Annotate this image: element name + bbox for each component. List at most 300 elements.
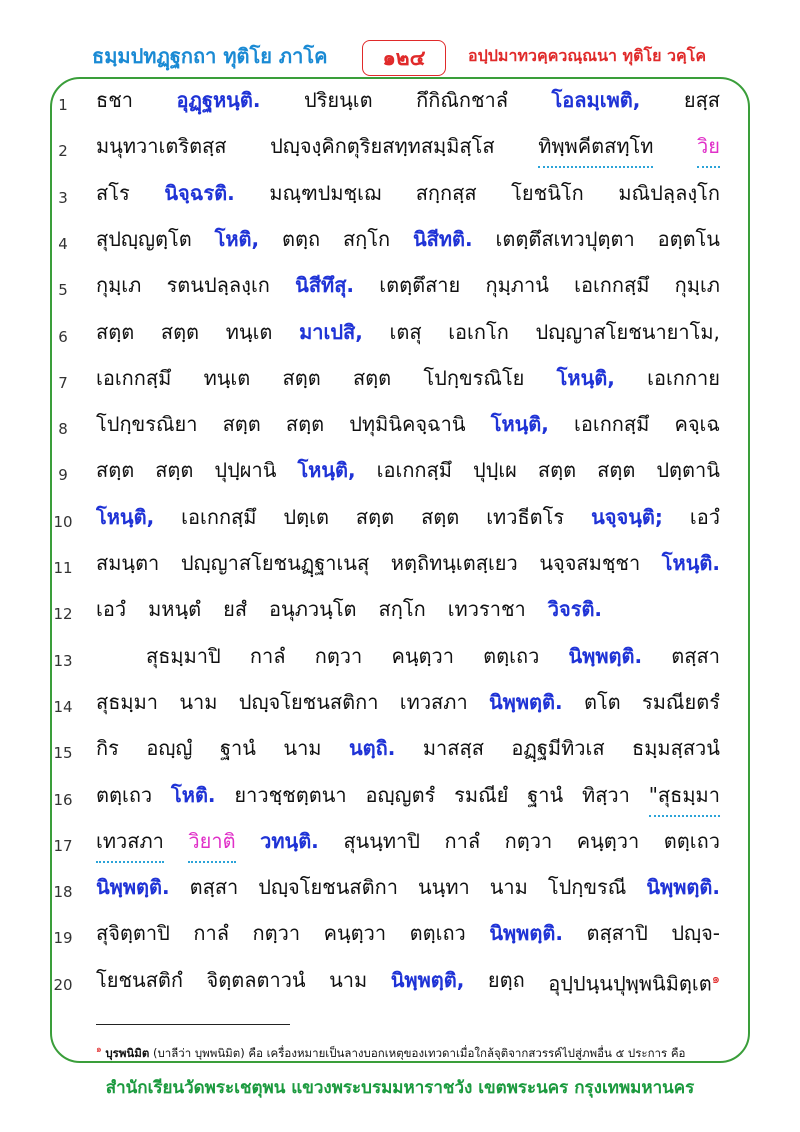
word-text: สุปญฺญตฺโต (96, 226, 192, 251)
word-text: ปญฺจงฺคิกตุริยสทฺทสมฺมิสฺโส (270, 134, 495, 159)
word-text: ฐานํ (219, 736, 256, 761)
word (538, 126, 653, 168)
word-text: อุฏฺฐหนฺติ. (176, 88, 261, 112)
word-text: กาลํ (193, 921, 229, 946)
word-text: นิพฺพตฺติ. (646, 875, 720, 900)
word-text: นิสีทติ. (412, 226, 473, 251)
word-text: เอเกกสฺมึ (574, 273, 650, 298)
word-text: คนฺตฺวา (576, 828, 640, 853)
word (161, 312, 199, 352)
page-footer: สำนักเรียนวัดพระเชตุพน แขวงพระบรมมหาราชวัง เขตพระนคร กรุงเทพมหานคร (105, 1078, 695, 1098)
word-text: เอเกโก (448, 319, 509, 344)
word-text: สตฺต (155, 458, 194, 483)
word-text: ปญฺญาสโยชนฏฺฐาเนสุ (180, 551, 370, 575)
word-text: โหนฺติ, (556, 365, 615, 390)
line-text (96, 173, 720, 213)
word-text: ตตฺเถว (663, 828, 720, 853)
footnote-text: (บาลีว่า บุพพนิมิต) คือ เครื่องหมายเป็นลางบอกเหตุของเทวดาเมื่อใกล้จุติจากสวรรค์ไปสู่ภพอื่น ๕ ประการ คือ (153, 1045, 686, 1060)
word (179, 682, 217, 722)
word (96, 913, 170, 953)
word-text: เทวสภา (96, 828, 164, 853)
footnote-divider (96, 1024, 290, 1025)
line-number: 12 (53, 605, 73, 624)
word-text: ทิสฺวา (582, 782, 630, 807)
word (496, 219, 635, 259)
text-line (0, 728, 800, 774)
word-text: ปตฺเต (283, 504, 329, 529)
word (356, 497, 394, 537)
word (448, 589, 526, 629)
line-number: 7 (58, 373, 68, 392)
text-line (0, 312, 800, 358)
line-text (96, 775, 720, 817)
word (485, 265, 548, 305)
word (489, 913, 563, 953)
word-text: กึกิณิกชาลํ (416, 88, 509, 112)
word (656, 450, 720, 490)
word (690, 497, 720, 537)
word (505, 821, 553, 863)
line-text (96, 404, 720, 444)
word (96, 497, 154, 537)
word-text: สโร (96, 180, 130, 205)
word-text: ปตฺตานิ (656, 458, 720, 483)
word-text: ยตฺถ (487, 967, 525, 992)
page-number: ๑๒๔ (382, 45, 426, 70)
word-text: มาเปสิ, (299, 319, 363, 344)
word-text: สตฺต (282, 365, 321, 390)
word (391, 960, 465, 1004)
word-text: นิพฺพตฺติ. (96, 875, 170, 900)
word (511, 728, 604, 768)
word (421, 497, 459, 537)
line-text (96, 821, 720, 863)
word-text: เอเกกสฺมึ (574, 412, 650, 437)
word (181, 497, 256, 537)
word-text: คนฺตฺวา (391, 643, 454, 668)
word (488, 960, 525, 1004)
word-text: คนฺตฺวา (323, 921, 387, 946)
word (574, 265, 649, 305)
word-text: เทวธีตโร (486, 504, 565, 529)
word (253, 913, 301, 953)
word-text: อญฺญตรํ (365, 782, 436, 807)
line-number: 1 (58, 96, 68, 114)
word-text: รตนปลฺลงฺเก (166, 273, 270, 298)
word-text: ทนฺเต (203, 365, 251, 390)
word-text: ยสฺส (683, 88, 720, 112)
word-text: วทนฺติ. (260, 828, 319, 853)
word (181, 543, 369, 583)
line-text (96, 450, 720, 490)
word (416, 173, 477, 213)
text-line (0, 821, 800, 867)
word-text: ทิพฺพคีตสทฺโท (538, 134, 654, 159)
word-text: โยชนิโก (511, 180, 584, 205)
word (448, 312, 509, 352)
word (215, 219, 260, 259)
word (473, 450, 517, 490)
word-text: มนุทวาเตริตสฺส (96, 134, 227, 159)
word-text: นจฺจนฺติ; (591, 504, 663, 529)
word-text: สตฺต (160, 319, 200, 344)
line-text (96, 497, 720, 537)
word (349, 728, 395, 768)
word-text: โยชนสติกํ (96, 967, 184, 992)
word-text: สุธมฺมาปิ (146, 643, 221, 668)
word (146, 728, 192, 768)
word-text: โหติ. (171, 782, 216, 807)
word-text: ธมฺมสฺสวนํ (632, 736, 720, 761)
word-text: ตตฺเถว (483, 643, 540, 668)
line-number: 4 (58, 234, 68, 253)
word (96, 265, 141, 305)
word-text: ปญฺญาสโยชนายาโม, (535, 319, 720, 344)
word-text: โหติ, (214, 226, 260, 251)
word (155, 450, 193, 490)
word-text: โหนฺติ, (96, 504, 155, 529)
word-text: วิจรติ. (547, 597, 603, 622)
word-text: กุมฺภานํ (485, 273, 549, 298)
word (96, 126, 226, 168)
word (315, 636, 363, 676)
footnote-term: บุรพนิมิต (105, 1045, 150, 1060)
word-text: โปกฺขรณิโย (423, 365, 525, 390)
word-text: จิตฺตลตาวนํ (206, 967, 306, 992)
footnote (96, 1042, 736, 1063)
word (548, 960, 720, 1004)
word (260, 821, 319, 863)
word (324, 913, 387, 953)
word-text: นาม (179, 689, 218, 714)
word (204, 358, 251, 398)
word-text: ปริยนฺเต (303, 88, 373, 112)
line-number: 11 (53, 559, 73, 577)
word (349, 404, 465, 444)
word-text: โปกฺขรณี (547, 875, 627, 900)
text-line (0, 80, 800, 126)
word (671, 636, 720, 676)
word-text: นนฺทา (417, 875, 470, 900)
word-text: สุจิตฺตาปิ (96, 921, 170, 946)
word (697, 126, 720, 168)
line-number: 14 (53, 697, 73, 716)
word-text: สุธมฺมา (96, 689, 159, 714)
text-line (0, 404, 800, 450)
word-text: ยสํ (223, 597, 248, 622)
word-text: มาสสฺส (422, 736, 484, 761)
word-text: ฐานํ (527, 782, 564, 807)
word (454, 775, 508, 817)
line-number: 6 (58, 327, 68, 346)
word (148, 589, 201, 629)
line-text (96, 126, 720, 168)
section-title: อปฺปมาทวคฺควณฺณนา ทุติโย วคฺโค (468, 46, 707, 65)
line-number: 17 (53, 836, 73, 855)
word (171, 775, 216, 817)
line-number: 20 (53, 975, 73, 994)
word (586, 913, 647, 953)
word-text: กตฺวา (252, 921, 301, 946)
word (489, 682, 563, 722)
line-number: 5 (58, 281, 68, 300)
line-number: 2 (58, 142, 68, 161)
word (491, 404, 549, 444)
word-text: วิย (697, 134, 720, 159)
word (646, 867, 720, 907)
word-text: ตตฺถ (281, 226, 321, 251)
word (188, 821, 235, 863)
word-text: สกฺโก (342, 226, 391, 251)
word (304, 80, 373, 120)
line-text (146, 636, 720, 676)
line-number: 9 (58, 466, 68, 485)
footnote-reference[interactable]: ๑ (711, 971, 720, 987)
word (223, 404, 261, 444)
word (647, 358, 720, 398)
word-text: สตฺต (537, 458, 577, 483)
word-text: โอลมฺเพติ, (551, 88, 641, 112)
word (96, 682, 158, 722)
word (675, 265, 720, 305)
text-line (0, 589, 800, 635)
word-text: วิยาติ (188, 828, 236, 853)
word-text: สมนฺตา (96, 551, 160, 575)
word (552, 80, 641, 120)
line-text (96, 728, 720, 768)
word-text: นิสีทึสุ. (295, 273, 355, 298)
word (250, 636, 286, 676)
word (193, 913, 229, 953)
line-text (96, 913, 720, 953)
page-number-box (362, 40, 446, 76)
word-text: นิพฺพตฺติ. (489, 921, 563, 946)
word-text: ตสฺสา (189, 875, 239, 900)
word (416, 80, 508, 120)
word-text: เอวํ (689, 504, 720, 529)
word (574, 404, 649, 444)
word-text: ตตฺเถว (409, 921, 466, 946)
word (536, 312, 720, 352)
word-text: เทวราชา (447, 597, 526, 622)
word (270, 126, 494, 168)
word-text: เอเกกสฺมึ (96, 365, 172, 390)
word-text: โหนฺติ, (490, 412, 549, 437)
word-text: ธชา (96, 88, 134, 112)
word (423, 358, 524, 398)
word-text: ปญฺจ- (671, 921, 720, 946)
word (269, 173, 381, 213)
word-text: กิร (96, 736, 119, 761)
line-number: 19 (53, 929, 73, 948)
word (642, 682, 720, 722)
text-line (0, 497, 800, 543)
line-number: 15 (53, 744, 73, 763)
word (527, 775, 563, 817)
book-title: ธมฺมปทฏฺฐกถา ทุติโย ภาโค (92, 44, 328, 68)
word (96, 358, 171, 398)
text-line (0, 173, 800, 219)
word-text: ตสฺสา (671, 643, 720, 668)
word (618, 173, 720, 213)
text-line (0, 913, 800, 959)
word-text: สตฺต (222, 412, 261, 437)
word-text: นิพฺพตฺติ, (390, 967, 465, 992)
word (96, 312, 134, 352)
word-text: นาม (283, 736, 322, 761)
word-text: กาลํ (249, 643, 286, 668)
line-number: 16 (53, 790, 73, 809)
word (96, 543, 159, 583)
word-text: เอเกกาย (647, 365, 720, 390)
word-text: รมณียตรํ (642, 689, 720, 714)
word-text: สตฺต (96, 319, 135, 344)
word-text: ตสฺสาปิ (586, 921, 648, 946)
word (418, 867, 470, 907)
text-line (0, 960, 800, 1006)
word (539, 543, 640, 583)
word (538, 450, 576, 490)
word-text: เตตฺตึสเทวปุตฺตา (495, 226, 635, 251)
word (286, 404, 324, 444)
line-number: 18 (53, 883, 73, 902)
word-text: อฏฺฐมีทิวเส (511, 736, 605, 761)
word (577, 821, 640, 863)
word-text: ทนฺเต (225, 319, 273, 344)
word-text: ปทุมินิคจฺฉานิ (349, 412, 466, 437)
word-text: นจฺจสมชฺชา (539, 551, 641, 575)
word (391, 543, 518, 583)
word (511, 173, 584, 213)
word (662, 543, 720, 583)
word-text: สตฺต (355, 504, 395, 529)
word-text: โหนฺติ, (297, 458, 356, 483)
word (96, 821, 164, 863)
word (379, 265, 460, 305)
word (258, 867, 398, 907)
word-text: เทวสภา (399, 689, 468, 714)
word (96, 589, 126, 629)
word (299, 312, 363, 352)
word-text: กตฺวา (314, 643, 363, 668)
line-number: 13 (53, 651, 73, 670)
word-text: หตฺถิทนฺเตสฺเยว (390, 551, 518, 575)
word-text: อนุภวนฺโต (269, 597, 357, 622)
word (365, 775, 435, 817)
word (445, 821, 481, 863)
word (96, 80, 133, 120)
word (490, 867, 528, 907)
word (146, 636, 221, 676)
line-text (96, 312, 720, 352)
word-text: สตฺต (597, 458, 636, 483)
line-number: 3 (58, 188, 68, 207)
word-text: "สุธมฺมา (648, 782, 720, 807)
word (343, 821, 420, 863)
text-line (0, 450, 800, 496)
text-line (0, 543, 800, 589)
word (391, 636, 454, 676)
word (190, 867, 239, 907)
word-text: นิพฺพตฺติ. (489, 689, 563, 714)
word-text: สุนนฺทาปิ (343, 828, 420, 853)
word (377, 450, 452, 490)
word-text: โปกฺขรณิยา (96, 412, 198, 437)
line-text (96, 219, 720, 259)
word (269, 589, 357, 629)
text-line (0, 219, 800, 265)
line-text (96, 358, 720, 398)
word (664, 821, 720, 863)
word (548, 589, 602, 629)
word-text: นตฺถิ. (348, 736, 396, 761)
word (423, 728, 484, 768)
word (649, 775, 720, 817)
word-text: ตตฺเถว (96, 782, 153, 807)
word (96, 960, 183, 1004)
line-text (96, 867, 720, 907)
word-text: ปุปฺผานิ (214, 458, 277, 483)
word (282, 219, 320, 259)
word-text: ปญฺจโยชนสติกา (238, 689, 379, 714)
word (413, 219, 473, 259)
word-text: สตฺต (96, 458, 135, 483)
word (557, 358, 615, 398)
word (207, 960, 306, 1004)
text-line (0, 126, 800, 172)
word (582, 775, 630, 817)
word (684, 80, 720, 120)
word (548, 867, 627, 907)
word-text: อุปฺปนฺนปุพฺพนิมิตฺเต (548, 971, 712, 996)
word-text: โหนฺติ. (661, 551, 720, 575)
word-text: สตฺต (421, 504, 460, 529)
word-text: กาลํ (444, 828, 481, 853)
line-text (96, 80, 720, 120)
word-text: รมณียํ (454, 782, 509, 807)
word (658, 219, 720, 259)
word-text: มหนฺตํ (148, 597, 202, 622)
word (234, 775, 346, 817)
word (96, 450, 134, 490)
word (591, 497, 663, 537)
word (632, 728, 720, 768)
text-line (0, 867, 800, 913)
line-text (96, 682, 720, 722)
word-text: กุมฺเภ (96, 273, 142, 298)
word-text: กุมฺเภ (674, 273, 720, 298)
word (410, 913, 466, 953)
word-text: ยาวชฺชตฺตนา (234, 782, 347, 807)
word (671, 913, 720, 953)
word-text: กตฺวา (504, 828, 553, 853)
word (584, 682, 621, 722)
word (283, 358, 321, 398)
text-line (0, 775, 800, 821)
word (96, 728, 119, 768)
word-text: อตฺตโน (657, 226, 720, 251)
word (297, 450, 355, 490)
word (220, 728, 256, 768)
word (164, 173, 234, 213)
word (295, 265, 354, 305)
word (226, 312, 273, 352)
word (96, 219, 192, 259)
text-line (0, 265, 800, 311)
word-text: มณิปลฺลงฺโก (618, 180, 720, 205)
word-text: อญฺญํ (146, 736, 193, 761)
word-text: มณฺฑปมชฺเฌ (269, 180, 382, 205)
